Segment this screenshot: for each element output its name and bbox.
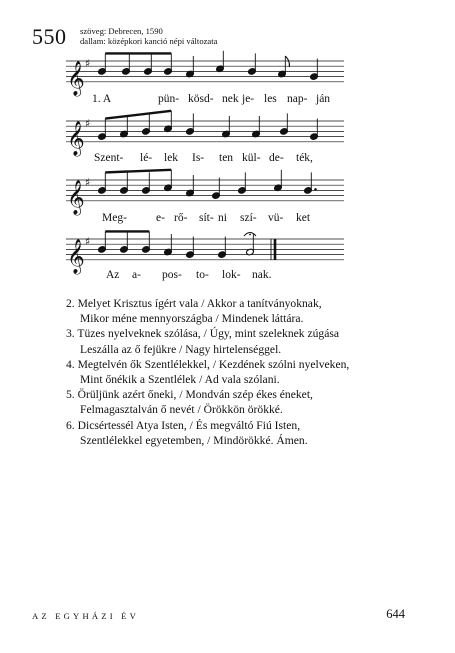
note-flag	[285, 56, 289, 67]
treble-clef-icon: 𝄞	[67, 179, 85, 215]
stanza-line: 4. Megtelvén ők Szentlélekkel, / Kezdének szólni nyelveken,	[66, 357, 350, 371]
lyric-syllable: kösd-	[188, 93, 214, 105]
lyric-syllable: ján	[316, 93, 331, 105]
lyric-syllable: pos-	[162, 269, 182, 281]
footer-book-title: AZ EGYHÁZI ÉV	[32, 611, 139, 621]
stanza-line-continuation: Leszálla az ő fejükre / Nagy hirtelenséggel.	[80, 342, 282, 356]
lyric-syllable: kül-	[242, 152, 261, 164]
stanza-line-continuation: Mint őnékik a Szentlélek / Ad vala szólani.	[80, 373, 280, 387]
note-dot	[314, 188, 317, 191]
lyric-syllable: Az	[106, 269, 120, 281]
lyric-syllable: lek	[164, 152, 179, 164]
lyric-syllable: les	[264, 93, 277, 105]
stanzas	[66, 296, 396, 448]
key-signature-sharp-icon: ♯	[85, 235, 91, 248]
lyric-syllable: nap-	[287, 93, 308, 105]
stanza-line: 2. Melyet Krisztus ígért vala / Akkor a tanítványoknak,	[66, 297, 322, 310]
key-signature-sharp-icon: ♯	[85, 117, 91, 130]
lyric-syllable: to-	[196, 269, 209, 281]
lyric-syllable: lé-	[140, 152, 153, 164]
page-number: 644	[386, 607, 405, 621]
stanza-line-continuation: Mikor méne mennyországba / Mindenek láttára.	[80, 312, 304, 326]
lyric-syllable: ni	[218, 212, 227, 224]
treble-clef-icon: 𝄞	[67, 120, 85, 156]
treble-clef-icon: 𝄞	[67, 238, 85, 274]
lyric-syllable: 1. A	[92, 93, 112, 105]
lyric-syllable: vü-	[268, 212, 284, 224]
lyric-syllable: Meg-	[102, 212, 127, 224]
lyric-syllable: szí-	[240, 212, 257, 224]
lyric-syllable: de-	[269, 152, 284, 164]
credits	[80, 26, 217, 46]
lyric-syllable: e-	[156, 212, 165, 224]
stanza-line: 5. Örüljünk azért őneki, / Mondván szép ékes éneket,	[66, 388, 313, 402]
lyric-syllable: nek	[222, 93, 239, 105]
lyric-syllable: nak.	[252, 269, 272, 281]
hymn-number: 550	[32, 24, 67, 49]
lyric-syllable: ten	[219, 152, 234, 164]
lyric-syllable: je-	[242, 93, 255, 105]
lyric-syllable: Is-	[192, 152, 205, 164]
stanza-line: 3. Tüzes nyelveknek szólása, / Úgy, mint szeleknek zúgása	[66, 327, 340, 341]
stanza-line-continuation: Szentlélekkel egyetemben, / Mindörökké. Ámen.	[80, 433, 308, 447]
fermata-dot	[249, 234, 251, 236]
lyric-syllable: pün-	[158, 93, 180, 105]
stanza-line: 6. Dicsértessél Atya Isten, / És megváltó Fiú Isten,	[66, 418, 301, 432]
note-beam	[105, 170, 171, 173]
melody-credit: dallam: középkori kanció népi változata	[80, 36, 218, 46]
key-signature-sharp-icon: ♯	[85, 176, 91, 189]
text-credit: szöveg: Debrecen, 1590	[80, 26, 163, 36]
lyric-syllable: a-	[132, 269, 141, 281]
lyric-syllable: ket	[296, 212, 311, 224]
note-beam	[105, 111, 171, 119]
lyric-syllable: lok-	[222, 269, 241, 281]
lyric-syllable: Szent-	[94, 152, 124, 164]
key-signature-sharp-icon: ♯	[85, 57, 91, 70]
lyric-syllable: sít-	[199, 212, 214, 224]
treble-clef-icon: 𝄞	[67, 60, 85, 96]
lyric-syllable: ték,	[296, 152, 313, 164]
lyric-syllable: rő-	[174, 212, 188, 224]
stanza-line-continuation: Felmagasztalván ő nevét / Örökkön örökké.	[80, 403, 283, 417]
